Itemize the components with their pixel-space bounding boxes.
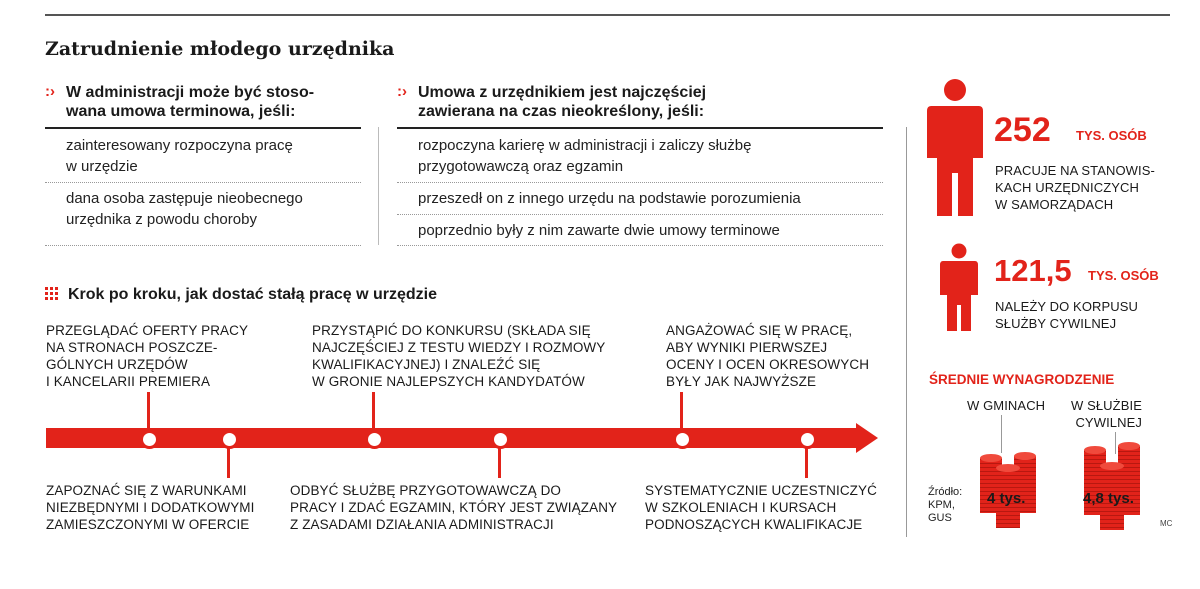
label-line: CYWILNEJ [1075, 415, 1142, 430]
step-top-3 [666, 322, 869, 390]
left-heading [66, 83, 314, 121]
bullet-icon: :› [45, 83, 55, 100]
step-bottom-2 [290, 482, 617, 533]
step-top-1 [46, 322, 248, 390]
stat2-unit: TYS. OSÓB [1088, 268, 1159, 283]
item-line: przeszedł on z innego urzędu na podstawie porozumienia [418, 190, 801, 207]
step-line: PODNOSZĄCYCH KWALIFIKACJE [645, 517, 863, 532]
left-item [66, 188, 303, 230]
timeline-stem [147, 392, 150, 432]
stat1-desc [995, 162, 1155, 213]
item-line: w urzędzie [66, 158, 138, 175]
step-line: BYŁY JAK NAJWYŻSZE [666, 374, 817, 389]
step-line: W SZKOLENIACH I KURSACH [645, 500, 837, 515]
left-heading-line: wana umowa terminowa, jeśli: [66, 103, 296, 120]
middle-heading-line: Umowa z urzędnikiem jest najczęściej [418, 84, 707, 101]
step-line: NA STRONACH POSZCZE- [46, 340, 218, 355]
step-line: PRACY I ZDAĆ EGZAMIN, KTÓRY JEST ZWIĄZANY [290, 500, 618, 515]
step-bottom-3 [645, 482, 877, 533]
middle-item [418, 135, 751, 177]
timeline-stem [805, 446, 808, 478]
divider [397, 214, 883, 215]
stat-line: W SAMORZĄDACH [995, 197, 1114, 212]
item-line: poprzednio były z nim zawarte dwie umowy terminowe [418, 222, 780, 239]
step-line: W GRONIE NAJLEPSZYCH KANDYDATÓW [312, 374, 585, 389]
stat-line: SŁUŻBY CYWILNEJ [995, 316, 1117, 331]
timeline-node [220, 430, 239, 449]
step-line: Z ZASADAMI DZIAŁANIA ADMINISTRACJI [290, 517, 554, 532]
left-item [66, 135, 293, 177]
timeline-node [491, 430, 510, 449]
item-line: przygotowawczą oraz egzamin [418, 158, 624, 175]
salary-sluzba-value: 4,8 tys. [1083, 490, 1134, 507]
step-line: ZAMIESZCZONYMI W OFERCIE [46, 517, 250, 532]
middle-heading-line: zawierana na czas nieokreślony, jeśli: [418, 103, 705, 120]
salary-sluzba-label [1071, 397, 1142, 431]
timeline-arrow-icon [856, 423, 878, 453]
middle-item [418, 220, 780, 241]
step-line: NIEZBĘDNYMI I DODATKOWYMI [46, 500, 255, 515]
left-heading-rule [45, 127, 361, 129]
stat1-number: 252 [994, 111, 1051, 149]
step-line: GÓLNYCH URZĘDÓW [46, 357, 188, 372]
label-line: W SŁUŻBIE [1071, 398, 1142, 413]
steps-heading: Krok po kroku, jak dostać stałą pracę w urzędzie [68, 286, 438, 303]
step-line: ODBYĆ SŁUŻBĘ PRZYGOTOWAWCZĄ DO [290, 483, 562, 498]
source-line: GUS [928, 512, 952, 524]
divider [45, 182, 361, 183]
left-heading-line: W administracji może być stoso- [66, 84, 315, 101]
divider [397, 182, 883, 183]
salary-heading: ŚREDNIE WYNAGRODZENIE [929, 372, 1115, 387]
step-line: KWALIFIKACYJNEJ) I ZNALEŹĆ SIĘ [312, 357, 541, 372]
item-line: zainteresowany rozpoczyna pracę [66, 137, 293, 154]
grid-icon [45, 287, 59, 301]
salary-gminy-value: 4 tys. [987, 490, 1026, 507]
timeline-stem [227, 446, 230, 478]
item-line: urzędnika z powodu choroby [66, 211, 257, 228]
item-line: dana osoba zastępuje nieobecnego [66, 190, 303, 207]
timeline-node [365, 430, 384, 449]
salary-gminy-label: W GMINACH [967, 398, 1046, 413]
step-line: ABY WYNIKI PIERWSZEJ [666, 340, 828, 355]
item-line: rozpoczyna karierę w administracji i zaliczy służbę [418, 137, 752, 154]
stat2-number: 121,5 [994, 253, 1072, 288]
timeline-stem [680, 392, 683, 432]
bullet-icon: :› [397, 83, 407, 100]
timeline-node [140, 430, 159, 449]
step-line: NAJCZĘŚCIEJ Z TESTU WIEDZY I ROZMOWY [312, 340, 606, 355]
step-line: I KANCELARII PREMIERA [46, 374, 211, 389]
stat-line: NALEŻY DO KORPUSU [995, 299, 1139, 314]
middle-item [418, 188, 801, 209]
source-line: KPM, [928, 499, 955, 511]
step-line: OCENY I OCEN OKRESOWYCH [666, 357, 870, 372]
timeline-stem [372, 392, 375, 432]
column-divider [378, 127, 379, 245]
middle-heading-rule [397, 127, 883, 129]
coins-sluzba-icon [1082, 440, 1144, 537]
timeline-node [798, 430, 817, 449]
timeline-node [673, 430, 692, 449]
source-line: Źródło: [928, 486, 963, 498]
step-line: PRZYSTĄPIĆ DO KONKURSU (SKŁADA SIĘ [312, 323, 591, 338]
timeline-bar [46, 428, 856, 448]
step-line: PRZEGLĄDAĆ OFERTY PRACY [46, 323, 249, 338]
middle-heading [418, 83, 706, 121]
page-title: Zatrudnienie młodego urzędnika [45, 38, 395, 60]
top-rule [45, 14, 1170, 16]
stat2-desc [995, 298, 1138, 332]
person-small-icon [939, 243, 979, 338]
step-bottom-1 [46, 482, 255, 533]
divider [397, 245, 883, 246]
person-large-icon [925, 78, 985, 223]
divider [45, 245, 361, 246]
author-initials: MC [1160, 519, 1173, 528]
step-line: ANGAŻOWAĆ SIĘ W PRACĘ, [666, 323, 853, 338]
step-line: SYSTEMATYCZNIE UCZESTNICZYĆ [645, 483, 877, 498]
stat-line: KACH URZĘDNICZYCH [995, 180, 1139, 195]
step-top-2 [312, 322, 605, 390]
stat-line: PRACUJE NA STANOWIS- [995, 163, 1155, 178]
right-column-divider [906, 127, 907, 537]
source-note [928, 486, 962, 525]
timeline-stem [498, 446, 501, 478]
step-line: ZAPOZNAĆ SIĘ Z WARUNKAMI [46, 483, 247, 498]
stat1-unit: TYS. OSÓB [1076, 128, 1147, 143]
